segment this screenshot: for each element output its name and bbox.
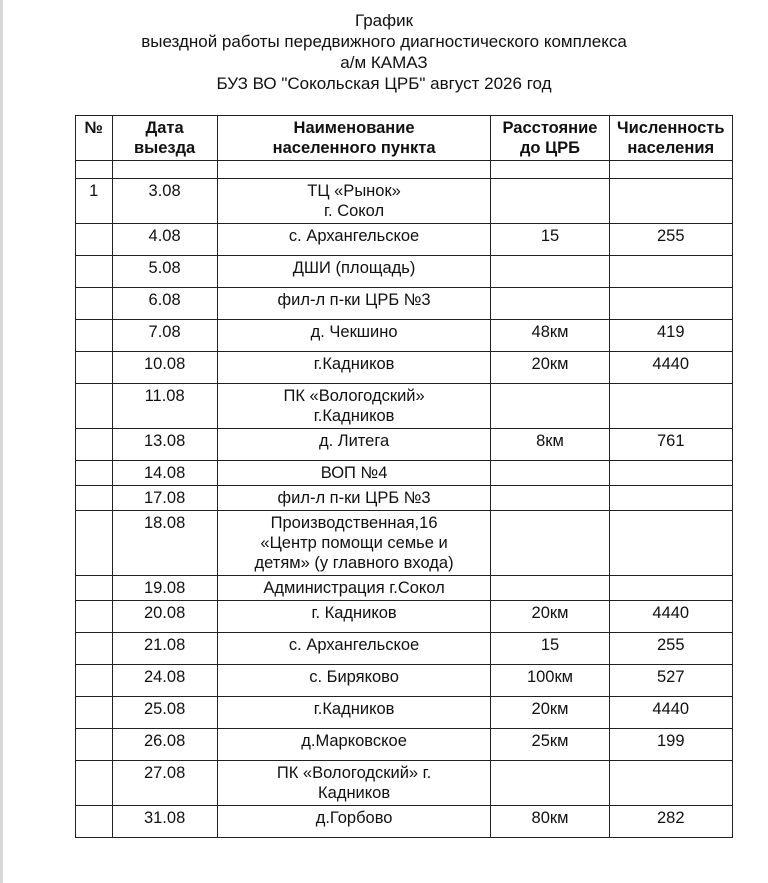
row-place <box>217 384 491 429</box>
row-distance: 8км <box>491 429 609 461</box>
row-place <box>217 429 491 461</box>
row-place <box>217 806 491 838</box>
row-population <box>609 576 732 601</box>
row-place <box>217 224 491 256</box>
table-row <box>76 633 733 665</box>
schedule-table <box>75 115 733 838</box>
row-number <box>76 486 113 511</box>
spacer-row <box>76 161 733 179</box>
page-edge <box>0 0 3 883</box>
header-subtitle: выездной работы передвижного диагностического комплекса <box>141 32 627 51</box>
row-place <box>217 697 491 729</box>
column-header-place: Наименование населенного пункта <box>217 116 491 161</box>
row-place-line: г. Сокол <box>324 202 385 220</box>
row-place-line: с. Архангельское <box>288 636 420 654</box>
table-row <box>76 224 733 256</box>
row-number <box>76 697 113 729</box>
row-place-line: г.Кадников <box>313 407 395 425</box>
row-place-line: фил-л п-ки ЦРБ №3 <box>277 291 431 309</box>
row-distance: 20км <box>491 352 609 384</box>
column-header-date: Дата выезда <box>112 116 217 161</box>
row-population: 419 <box>609 320 732 352</box>
row-number <box>76 429 113 461</box>
row-place <box>217 486 491 511</box>
row-population: 282 <box>609 806 732 838</box>
row-population <box>609 179 732 224</box>
row-date: 27.08 <box>112 761 217 806</box>
row-distance: 20км <box>491 697 609 729</box>
table-row <box>76 729 733 761</box>
row-place <box>217 511 491 576</box>
row-number <box>76 256 113 288</box>
table-header-row <box>76 116 733 161</box>
row-place-line: фил-л п-ки ЦРБ №3 <box>277 489 431 507</box>
row-place-line: ПК «Вологодский» г. <box>276 764 432 782</box>
row-date: 6.08 <box>112 288 217 320</box>
row-date: 25.08 <box>112 697 217 729</box>
row-distance <box>491 288 609 320</box>
row-place-line: детям» (у главного входа) <box>254 554 454 572</box>
table-row <box>76 697 733 729</box>
table-row <box>76 486 733 511</box>
row-place-line: Кадников <box>318 784 391 802</box>
row-date: 5.08 <box>112 256 217 288</box>
table-row <box>76 461 733 486</box>
row-place-line: г.Кадников <box>313 355 395 373</box>
row-distance: 15 <box>491 224 609 256</box>
row-population <box>609 486 732 511</box>
row-place-line: ПК «Вологодский» <box>283 387 425 405</box>
table-row <box>76 665 733 697</box>
row-number <box>76 665 113 697</box>
row-place <box>217 288 491 320</box>
row-place <box>217 665 491 697</box>
row-place <box>217 576 491 601</box>
row-date: 19.08 <box>112 576 217 601</box>
row-number <box>76 511 113 576</box>
row-distance: 80км <box>491 806 609 838</box>
row-population: 255 <box>609 633 732 665</box>
row-date: 7.08 <box>112 320 217 352</box>
row-population: 527 <box>609 665 732 697</box>
row-distance <box>491 511 609 576</box>
row-place <box>217 729 491 761</box>
row-distance: 20км <box>491 601 609 633</box>
row-number <box>76 352 113 384</box>
row-number <box>76 601 113 633</box>
row-population <box>609 288 732 320</box>
row-population: 255 <box>609 224 732 256</box>
table-row <box>76 601 733 633</box>
row-date: 17.08 <box>112 486 217 511</box>
row-population: 4440 <box>609 601 732 633</box>
row-number <box>76 729 113 761</box>
row-number <box>76 288 113 320</box>
row-distance: 15 <box>491 633 609 665</box>
row-population <box>609 384 732 429</box>
table-row <box>76 352 733 384</box>
row-place <box>217 179 491 224</box>
row-number <box>76 576 113 601</box>
row-date: 11.08 <box>112 384 217 429</box>
row-distance: 48км <box>491 320 609 352</box>
row-place <box>217 633 491 665</box>
table-row <box>76 806 733 838</box>
row-distance <box>491 179 609 224</box>
row-date: 18.08 <box>112 511 217 576</box>
row-place-line: ТЦ «Рынок» <box>307 182 401 200</box>
row-population <box>609 461 732 486</box>
row-population: 4440 <box>609 352 732 384</box>
table-row <box>76 429 733 461</box>
table-row <box>76 576 733 601</box>
row-date: 4.08 <box>112 224 217 256</box>
row-place-line: д. Чекшино <box>310 323 398 341</box>
row-number <box>76 461 113 486</box>
row-place-line: с. Архангельское <box>288 227 420 245</box>
row-distance <box>491 461 609 486</box>
row-population: 199 <box>609 729 732 761</box>
column-header-distance: Расстояние до ЦРБ <box>491 116 609 161</box>
row-place-line: Администрация г.Сокол <box>263 579 445 597</box>
row-place-line: г. Кадников <box>311 604 397 622</box>
row-place-line: «Центр помощи семье и <box>260 534 448 552</box>
row-distance <box>491 761 609 806</box>
table-row <box>76 288 733 320</box>
row-distance <box>491 384 609 429</box>
row-place <box>217 320 491 352</box>
table-row <box>76 179 733 224</box>
row-place-line: г.Кадников <box>313 700 395 718</box>
row-distance <box>491 486 609 511</box>
row-date: 26.08 <box>112 729 217 761</box>
row-population <box>609 511 732 576</box>
row-place-line: д.Горбово <box>315 809 393 827</box>
row-population: 4440 <box>609 697 732 729</box>
row-place-line: Производственная,16 <box>270 514 438 532</box>
document-header <box>0 10 768 94</box>
row-number <box>76 384 113 429</box>
row-place-line: д. Литега <box>318 432 390 450</box>
row-place-line: ВОП №4 <box>320 464 388 482</box>
row-number <box>76 633 113 665</box>
table-row <box>76 511 733 576</box>
row-date: 14.08 <box>112 461 217 486</box>
header-organization: БУЗ ВО "Сокольская ЦРБ" август 2026 год <box>216 74 552 93</box>
row-place-line: ДШИ (площадь) <box>292 259 416 277</box>
row-place <box>217 601 491 633</box>
row-population <box>609 256 732 288</box>
row-number <box>76 761 113 806</box>
header-title: График <box>354 11 414 30</box>
row-date: 21.08 <box>112 633 217 665</box>
row-date: 24.08 <box>112 665 217 697</box>
row-distance: 25км <box>491 729 609 761</box>
table-row <box>76 256 733 288</box>
row-date: 10.08 <box>112 352 217 384</box>
table-row <box>76 761 733 806</box>
row-number: 1 <box>76 179 113 224</box>
row-date: 3.08 <box>112 179 217 224</box>
row-number <box>76 806 113 838</box>
column-header-number: № <box>76 116 113 161</box>
row-distance <box>491 576 609 601</box>
row-place <box>217 761 491 806</box>
column-header-population: Численность населения <box>609 116 732 161</box>
row-place-line: с. Биряково <box>309 668 399 686</box>
row-date: 13.08 <box>112 429 217 461</box>
row-distance <box>491 256 609 288</box>
table-row <box>76 384 733 429</box>
row-place <box>217 461 491 486</box>
row-place-line: д.Марковское <box>301 732 407 750</box>
row-date: 20.08 <box>112 601 217 633</box>
header-vehicle: а/м КАМАЗ <box>340 53 428 72</box>
row-population <box>609 761 732 806</box>
row-number <box>76 320 113 352</box>
row-number <box>76 224 113 256</box>
row-date: 31.08 <box>112 806 217 838</box>
table-row <box>76 320 733 352</box>
row-place <box>217 256 491 288</box>
row-distance: 100км <box>491 665 609 697</box>
row-population: 761 <box>609 429 732 461</box>
row-place <box>217 352 491 384</box>
